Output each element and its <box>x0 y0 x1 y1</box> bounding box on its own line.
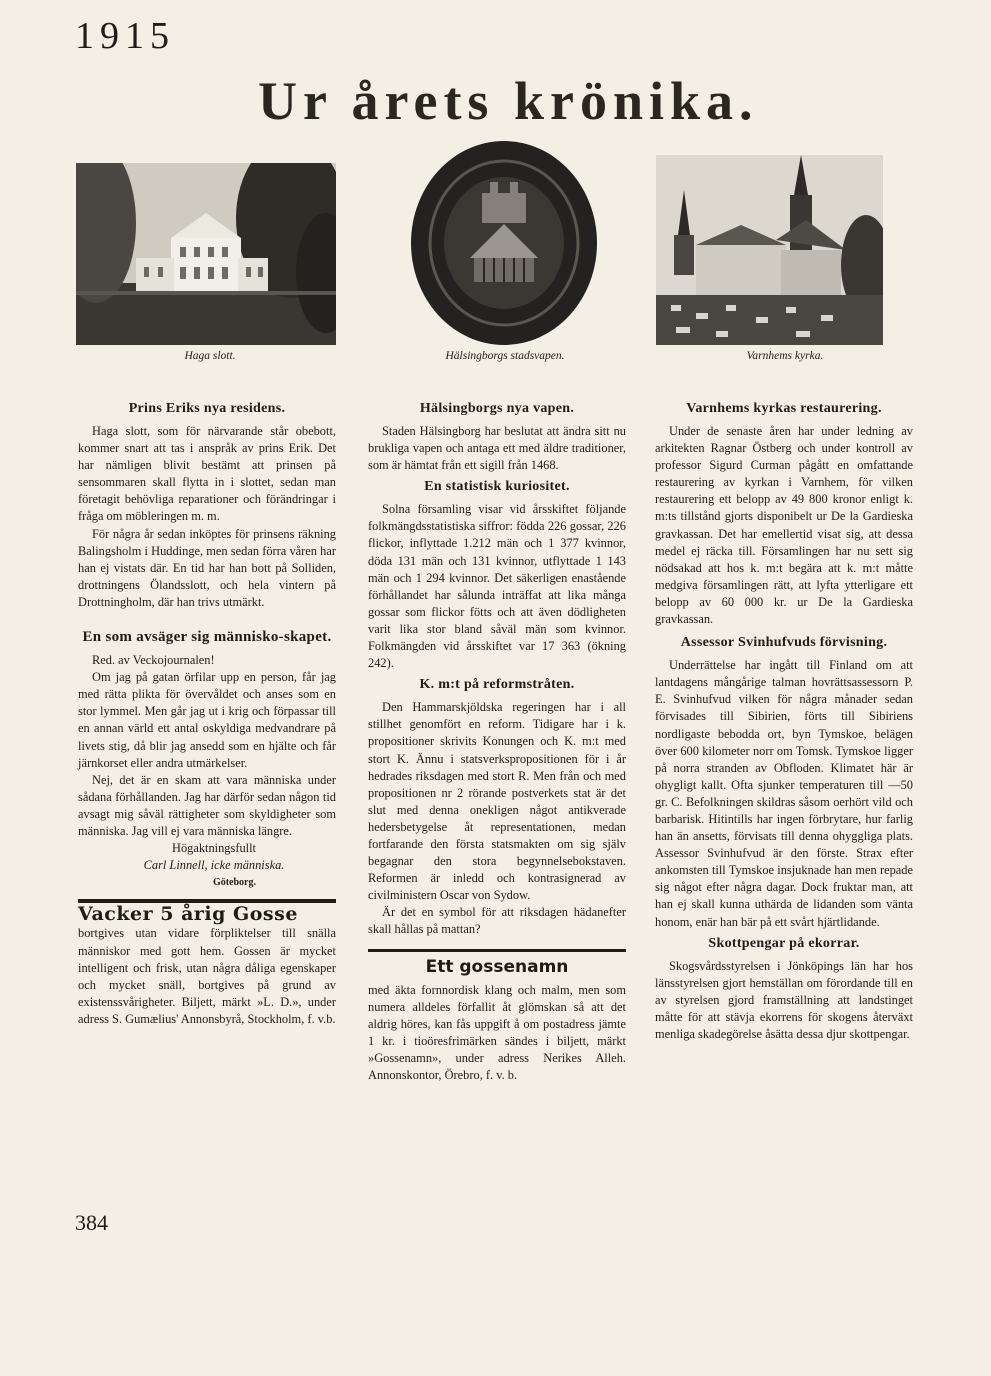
article-stat-title: En statistisk kuriositet. <box>424 479 570 495</box>
article-ekorrar-title: Skottpengar på ekorrar. <box>708 935 860 951</box>
article-vapen-title: Hälsingborgs nya vapen. <box>419 401 575 416</box>
article-haga-title: Prins Eriks nya residens. <box>128 401 286 416</box>
article-svinhufvud-p1: Underrättelse har ingått till Finland om att lantdagens mångårige talman hovrättsassessorn P. E. Svinhufvud vilken för några månader sedan förvisades till Sibirien, förts till Sibiriens nordligaste bebodda ort, byn Tymskoe, belägen över 600 kilometer norr om Tomsk. Tymskoe ligger på norra stranden av Obfloden. Klimatet här är ohygligt kallt. Ofta sjunker temperaturen till —50 gr. C. Befolkningen skildras såsom oerhört vild och barbarisk. Hitintills har ingen förbrytare, hur farlig han än ansetts, förvisats till denna ohyggliga plats. Assessor Svinhufvud är den förste. Strax efter ankomsten till Tymskoe insjuknade han men repade sig något efter några dagar. Dock fruktar man, att han ej skall kunna uthärda de lidanden som vänta honom, enär han bär på ett svårt hjärtlidande. <box>655 658 913 929</box>
halsingborg-seal-photo <box>408 138 600 348</box>
column-middle <box>368 400 626 1084</box>
article-haga-p2: För några år sedan inköptes för prinsens räkning Balingsholm i Huddinge, men sedan förra våren har han ej vistats där. En tid har han bott på Solliden, drottningens Ölandsslott, och hela vintern på Drottningholm, där han trivs utmärkt. <box>78 526 336 609</box>
article-stat-p1: Solna församling visar vid årsskiftet följande folkmängdsstatistiska siffror: födda 226 gossar, 226 flickor, inflyttade 1.212 män och 1 377 kvinnor, döda 131 män och 131 kvinnor, utflyttade 1 143 män och 1 294 kvinnor. Det säkerligen enastående förhållandet har sålunda inträffat att lika många gossar som flickor fötts och att även dödligheten varit lika stor bland såväl män som kvinnor. Folkmängden vid årsskiftet var 17 363 (ökning 242). <box>368 502 626 671</box>
page-title: Ur årets krönika. <box>258 71 759 131</box>
ad-name-title: Ett gossenamn <box>368 949 626 976</box>
article-letter-salute: Red. av Veckojournalen! <box>92 653 215 668</box>
page-number: 384 <box>75 1210 108 1235</box>
ad-boy-body: bortgives utan vidare förpliktelser till snälla människor med gott hem. Gossen är mycket intelligent och frisk, utan några dåliga egenskaper och mycket snäll, bortgives på grund av existenssvårigheter. Biljett, märkt »L. D.», under adress S. Gumælius' Annonsbyrå, Stockholm, f. v.b. <box>78 926 336 1026</box>
article-svinhufvud-title: Assessor Svinhufvuds förvisning. <box>680 635 888 651</box>
year-heading: 1915 <box>75 15 175 57</box>
haga-castle-photo <box>76 163 336 345</box>
article-ekorrar-p1: Skogsvårdsstyrelsen i Jönköpings län har hos länsstyrelsen gjort hemställan om förordande till en av styrelsen gjord framställning att landstinget måtte för att stävja ekorrens för skogens återväxt menliga skadegörelse åsätta dessa djur skottpengar. <box>655 958 913 1041</box>
article-letter-p2: Nej, det är en skam att vara människa under sådana förhållanden. Jag har därför sedan någon tid avsagt mig såväl rättigheter som skyldigheter som människa. Jag vill ej vara människa längre. <box>78 772 336 838</box>
ad-boy-title: Vacker 5 årig Gosse <box>78 899 336 923</box>
haga-caption: Haga slott. <box>184 350 236 362</box>
varnhem-caption: Varnhems kyrka. <box>746 350 824 362</box>
column-right <box>655 400 913 1043</box>
article-letter-signature: Carl Linnell, icke människa. <box>143 858 285 873</box>
article-letter-city: Göteborg. <box>212 877 256 889</box>
article-reform-title: K. m:t på reformstråten. <box>419 677 575 693</box>
ad-name-body: med äkta fornnordisk klang och malm, men som numera alldeles förfallit åt glömskan så att det aldrig höres, kan fås uppgift å om postadress jämte 1 kr. i tioöresfrimärken sändes i biljett, märkt »Gossenamn», under adress Nerikes Alleh. Annonskontor, Örebro, f. v. b. <box>368 982 626 1083</box>
varnhem-church-photo <box>656 155 883 345</box>
article-varnhem-title: Varnhems kyrkas restaurering. <box>686 401 882 416</box>
article-reform-p1: Den Hammarskjöldska regeringen har i all stillhet genomfört en reform. Tidigare har i k. propositioner skrivits Konungen och K. m:t med stort K. Ännu i statsverkspropositionen för i år hedrades riksdagen med stort R. Men från och med propositionen nr 2 rörande postverkets stat är det slut med denna onekligen något antikverade hedersbetygelse åt representationen, medan fortfarande den första statsmakten om sig själv begagnar den stora begynnelsebokstaven. Reformen är inledd och kontrasignerad av civilministern Oscar von Sydow. <box>368 700 626 903</box>
article-haga-p1: Haga slott, som för närvarande står obebott, kommer snart att tas i anspråk av prins Erik. Det har nämligen blivit bestämt att prinsen på sensommaren skall flytta in i slottet, sedan man företagit behövliga reparationer och förändringar i fråga om möbleringen m. m. <box>78 424 336 524</box>
vapen-caption: Hälsingborgs stadsvapen. <box>445 350 565 362</box>
article-varnhem-p1: Under de senaste åren har under ledning av arkitekten Ragnar Östberg och under kontroll av professor Sigurd Curman pågått en omfattande restaurering av kyrkan i Varnhem, för vilken restaurering ett belopp av 49 800 kronor enligt k. m:ts tillstånd gjorts disponibelt ur De la Gardieska gravkassan. Det har emellertid visat sig, att dessa medel ej räcka till. Församlingen har nu sett sig nödsakad att hos k. m:t begära att k. m:t måtte medgiva församlingen rätt, att lyfta ytterligare ett belopp av 60 000 kr. ur De la Gardieska gravkassan. <box>655 424 913 627</box>
article-letter-p1: Om jag på gatan örfilar upp en person, får jag med rätta plikta för övervåldet och anses som en stor lymmel. Men går jag ut i krig och förpassar till en annan värld ett antal oskyldiga medvandrare på livets stig, då blir jag ansedd som en hjälte och får järnkorset eller andra utmärkelser. <box>78 670 336 770</box>
article-letter-closing: Högaktningsfullt <box>172 841 256 856</box>
article-reform-p2: Är det en symbol för att riksdagen hädanefter skall hållas på mattan? <box>368 905 626 937</box>
article-vapen-p1: Staden Hälsingborg har beslutat att ändra sitt nu brukliga vapen och antaga ett med äldre traditioner, som är hämtat från ett sigill från 1468. <box>368 424 626 473</box>
article-letter-title: En som avsäger sig människo-skapet. <box>82 629 332 646</box>
column-left <box>78 400 336 1028</box>
